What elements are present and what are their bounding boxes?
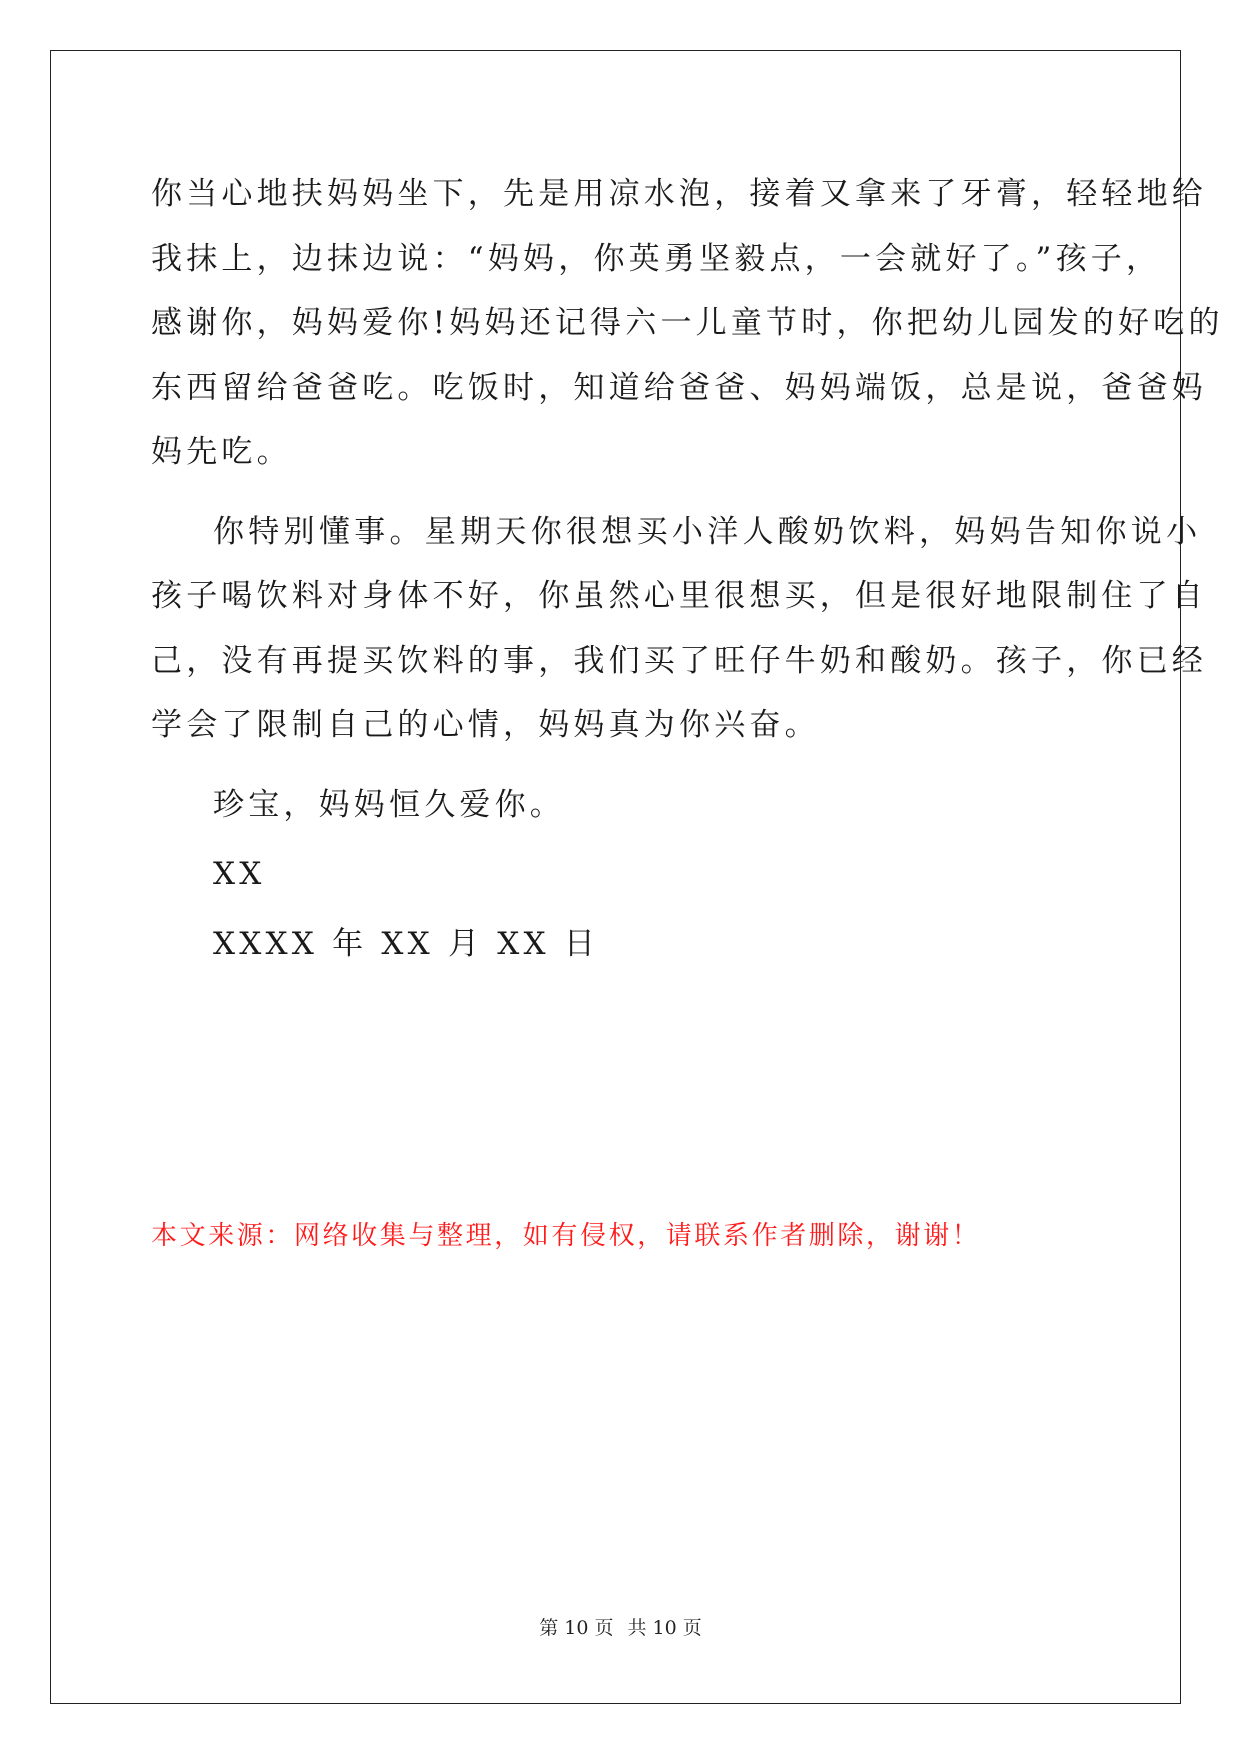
text-line: 珍宝，妈妈恒久爱你。: [213, 786, 565, 823]
text-line: 妈先吃。: [151, 434, 292, 470]
paragraph-1: [151, 162, 1224, 485]
text-line: 己，没有再提买饮料的事，我们买了旺仔牛奶和酸奶。孩子，你已经: [151, 642, 1207, 679]
page-number: 第 10 页: [539, 1617, 614, 1639]
text-line: 你特别懂事。星期天你很想买小洋人酸奶饮料，妈妈告知你说小: [213, 513, 1202, 550]
text-line: 我抹上，边抹边说：“妈妈，你英勇坚毅点，一会就好了。”孩子，: [151, 240, 1162, 277]
signature-date: XXXX 年 XX 月 XX 日: [213, 925, 600, 962]
source-note: 本文来源：网络收集与整理，如有侵权，请联系作者删除，谢谢！: [151, 1221, 981, 1251]
page-total: 共 10 页: [627, 1617, 702, 1639]
text-line: 感谢你，妈妈爱你!妈妈还记得六一儿童节时，你把幼儿园发的好吃的: [151, 305, 1224, 341]
text-line: 学会了限制自己的心情，妈妈真为你兴奋。: [151, 707, 820, 743]
signature-name: XX: [213, 856, 266, 892]
text-line: 孩子喝饮料对身体不好，你虽然心里很想买，但是很好地限制住了自: [151, 578, 1207, 614]
text-line: 你当心地扶妈妈坐下，先是用凉水泡，接着又拿来了牙膏，轻轻地给: [151, 176, 1207, 212]
paragraph-2: [151, 500, 1207, 758]
letter-body: [151, 162, 1224, 976]
paragraph-3: [151, 773, 1093, 838]
text-line: 东西留给爸爸吃。吃饭时，知道给爸爸、妈妈端饭，总是说，爸爸妈: [151, 369, 1207, 406]
page-footer: [0, 1616, 1241, 1640]
